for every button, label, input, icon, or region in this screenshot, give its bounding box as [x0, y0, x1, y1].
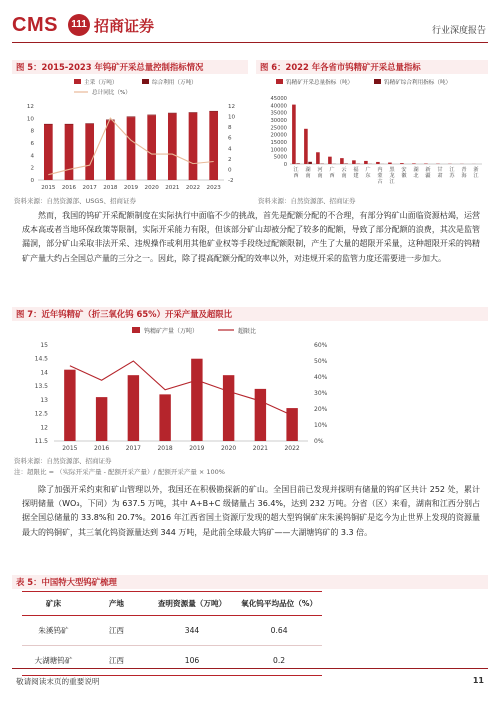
x-tick-label: 江西	[293, 167, 299, 179]
y2-tick-label: 40%	[314, 374, 328, 381]
footer-disclaimer: 敬请阅读末页的重要说明	[16, 677, 100, 686]
x-tick-label: 广西	[329, 167, 335, 179]
x-tick-label: 广东	[365, 167, 371, 179]
bar-main	[352, 160, 356, 164]
figure-6-source: 资料来源：自然资源部、招商证券	[258, 197, 356, 205]
x-tick-label: 江苏	[449, 167, 455, 179]
bar-output	[223, 375, 234, 441]
legend-label: 综合利用（万吨）	[152, 80, 197, 86]
x-tick-label: 2017	[82, 185, 97, 191]
x-tick-label: 2019	[123, 185, 139, 191]
paragraph-1-text: 然而，我国的钨矿开采配额制度在实际执行中面临不少的挑战，首先是配额分配的不合理，有部分钨矿山面临资源枯竭，运营成本高或者当地环保政策等限制，实际开采能力有限，但该部分矿山却被分配了较多的配额，导致了部分配额的浪费，其次是监管漏洞，部分矿山采取非法开采、违规操作或利用其他矿业权等手段绕过配额限制，产生了大量的超限开采量，这种超限开采的钨精矿产量大约占全国总产量的三分之一。因此，除了提高配额分配的效率以外，对违规开采的监管力度还需要进一步加大。	[22, 211, 480, 263]
x-tick-label: 河南	[317, 167, 323, 179]
table-header-cell: 矿床	[22, 592, 85, 616]
x-tick-label: 湖北	[413, 167, 419, 179]
x-tick-label: 2019	[189, 445, 205, 452]
x-tick-label: 甘肃	[437, 167, 443, 179]
y-tick-label: 13	[40, 396, 48, 404]
y-tick-label: 10	[26, 116, 34, 123]
bar-main	[340, 158, 344, 164]
table-row	[22, 616, 322, 646]
y-tick-label: 6	[30, 141, 34, 147]
figure-6-chart	[256, 76, 488, 194]
figure-7-title: 图 7：近年钨精矿（折三氧化钨 65%）开采产量及超限比	[12, 307, 488, 321]
bar-output	[255, 389, 266, 441]
legend-swatch-main	[276, 79, 283, 84]
bar-output	[159, 394, 170, 441]
table-cell: 0.2	[236, 646, 322, 676]
bar-main	[376, 162, 380, 164]
table-cell: 0.64	[236, 616, 322, 646]
bar-comp	[127, 116, 136, 117]
bar-comp	[65, 124, 74, 125]
y2-tick-label: 8	[228, 125, 232, 132]
y2-tick-label: 12	[228, 104, 236, 110]
bar-main	[364, 161, 368, 164]
table-header-cell: 产地	[85, 592, 148, 616]
y-tick-label: 8	[30, 128, 34, 135]
x-tick-label: 2017	[125, 445, 142, 452]
table-5-title: 表 5：中国特大型钨矿梳理	[12, 575, 488, 589]
bar-output	[128, 375, 139, 441]
bar-main	[44, 125, 53, 181]
x-tick-label: 内蒙古	[377, 167, 383, 185]
x-tick-label: 2022	[185, 185, 201, 191]
x-tick-label: 2023	[206, 185, 221, 191]
table-cell: 344	[148, 616, 236, 646]
bar-main	[292, 105, 296, 164]
legend-swatch-comp	[142, 79, 149, 84]
y2-tick-label: 60%	[314, 342, 328, 349]
y-tick-label: 15	[40, 342, 48, 349]
legend-label: 总计同比（%）	[92, 90, 131, 96]
bar-comp	[189, 112, 198, 113]
figure-5-title: 图 5：2015-2023 年钨矿开采总量控制指标情况	[12, 60, 248, 74]
bar-main	[65, 125, 74, 181]
x-tick-label: 新疆	[425, 167, 431, 179]
table-cell: 朱溪钨矿	[22, 616, 85, 646]
x-tick-label: 2021	[165, 185, 180, 191]
table-header-row	[22, 592, 322, 616]
table-cell: 江西	[85, 616, 148, 646]
y2-tick-label: 0%	[314, 438, 324, 445]
x-tick-label: 黑龙江	[389, 167, 395, 185]
bar-comp	[296, 163, 300, 164]
legend-swatch-bar	[132, 327, 140, 333]
x-tick-label: 2021	[252, 445, 269, 452]
y2-tick-label: 50%	[314, 358, 328, 365]
y-tick-label: 14.5	[34, 355, 48, 363]
y-tick-label: 20000	[270, 132, 287, 139]
y2-tick-label: -2	[228, 178, 234, 184]
bar-main	[189, 113, 198, 180]
logo-badge-icon: 111	[68, 14, 90, 36]
figure-7-note: 注：超限比 = （实际开采产量 - 配额开采产量）/ 配额开采产量 × 100%	[14, 468, 225, 476]
header-divider	[12, 42, 488, 43]
y2-tick-label: 0	[228, 167, 232, 174]
y-tick-label: 2	[30, 165, 34, 172]
x-tick-label: 安徽	[401, 167, 407, 179]
y-tick-label: 12	[40, 424, 48, 432]
bar-output	[96, 397, 107, 441]
figure-7-source: 资料来源：自然资源部、招商证券	[14, 457, 112, 465]
bar-main	[316, 152, 320, 164]
bar-comp	[168, 113, 177, 114]
x-tick-label: 2020	[220, 445, 237, 452]
y2-tick-label: 10	[228, 114, 236, 121]
bar-main	[304, 129, 308, 164]
table-row	[22, 646, 322, 676]
y-tick-label: 11.5	[34, 438, 48, 445]
table-cell: 江西	[85, 646, 148, 676]
bar-main	[168, 113, 177, 180]
y-tick-label: 15000	[270, 140, 287, 146]
bar-main	[85, 124, 94, 180]
x-tick-label: 湖南	[305, 167, 311, 179]
y-tick-label: 14	[40, 369, 48, 377]
legend-swatch-comp	[374, 79, 381, 84]
y-tick-label: 30000	[270, 118, 287, 124]
y2-tick-label: 20%	[314, 406, 328, 413]
table-cell: 106	[148, 646, 236, 676]
bar-comp	[147, 115, 156, 116]
x-tick-label: 福建	[353, 167, 359, 179]
bar-main	[400, 163, 404, 164]
y-tick-label: 12.5	[34, 410, 48, 418]
footer-divider	[12, 668, 488, 669]
figure-6-title: 图 6：2022 年各省市钨精矿开采总量指标	[256, 60, 488, 74]
body-paragraph-2	[22, 483, 480, 540]
table-header-cell: 氧化钨平均品位（%）	[236, 592, 322, 616]
y2-tick-label: 4	[228, 146, 232, 153]
bar-output	[64, 370, 75, 441]
paragraph-2-text: 除了加强开采约束和矿山管理以外，我国还在积极勘探新的矿山。全国目前已发现并探明有储量的钨矿区共计 252 处，累计探明储量（WO₃，下同）为 637.5 万吨，其中 A+B+C 级储量占 36.4%，达到 232 万吨。分省（区）来看，湖南和江西分别占据全国总储量的 33.8%和 20.7%。2016 年江西省国土资源厅发现的超大型钨铜矿床朱溪钨铜矿是迄今为止世界上发现的资源量最大的钨铜矿，其三氧化钨资源量达到 344 万吨，是此前全球最大钨矿——大湖塘钨矿的 3.3 倍。	[22, 485, 480, 537]
body-paragraph-1	[22, 209, 480, 266]
logo-company-name: 招商证券	[94, 17, 155, 35]
bar-comp	[308, 162, 312, 164]
y-tick-label: 5000	[273, 154, 287, 161]
y2-tick-label: 2	[228, 156, 232, 163]
legend-label: 钨精矿开采总量指标（吨）	[286, 80, 354, 86]
y2-tick-label: 30%	[314, 390, 328, 397]
y-tick-label: 12	[26, 104, 34, 110]
bar-main	[412, 163, 416, 164]
page-number: 11	[472, 676, 484, 685]
report-type-label: 行业深度报告	[431, 26, 486, 36]
x-tick-label: 2018	[103, 185, 118, 191]
y-tick-label: 10000	[270, 147, 287, 154]
x-tick-label: 2018	[157, 445, 173, 452]
legend-label: 超限比	[238, 328, 257, 335]
legend-swatch-main	[74, 79, 81, 84]
y-tick-label: 13.5	[34, 383, 48, 391]
table-header-cell: 查明资源量（万吨）	[148, 592, 236, 616]
y-tick-label: 25000	[270, 125, 287, 132]
bar-main	[388, 163, 392, 164]
y2-tick-label: 6	[228, 135, 232, 142]
bar-main	[209, 112, 218, 180]
bar-main	[147, 115, 156, 180]
table-5-grid	[22, 591, 322, 676]
x-tick-label: 云南	[341, 167, 347, 179]
legend-label: 主采（万吨）	[84, 80, 118, 86]
x-tick-label: 2022	[284, 445, 300, 452]
legend-label: 钨精矿综合利用指标（吨）	[384, 80, 452, 86]
legend-label: 钨精矿产量（万吨）	[144, 328, 199, 335]
y-tick-label: 0	[30, 178, 34, 184]
figure-5-chart	[12, 76, 248, 194]
x-tick-label: 2020	[144, 185, 159, 191]
x-tick-label: 青海	[461, 167, 467, 179]
x-tick-label: 2015	[62, 445, 78, 452]
bar-main	[106, 120, 115, 180]
bar-comp	[209, 111, 218, 112]
y2-tick-label: 10%	[314, 422, 328, 429]
logo-cms-text: CMS	[12, 14, 58, 36]
bar-output	[191, 359, 202, 441]
bar-main	[328, 157, 332, 164]
bar-comp	[85, 123, 94, 124]
y-tick-label: 45000	[270, 96, 287, 102]
figure-7-chart	[12, 323, 352, 453]
y-tick-label: 35000	[270, 110, 287, 117]
table-cell: 大湖塘钨矿	[22, 646, 85, 676]
x-tick-label: 浙江	[473, 167, 479, 179]
y-tick-label: 40000	[270, 103, 287, 110]
bar-comp	[106, 120, 115, 121]
y-tick-label: 4	[30, 153, 34, 160]
figure-5-source: 资料来源：自然资源部、USGS、招商证券	[14, 197, 137, 205]
table-5	[22, 591, 322, 676]
x-tick-label: 2015	[41, 185, 56, 191]
bar-main	[127, 117, 136, 180]
bar-comp	[44, 124, 53, 125]
x-tick-label: 2016	[93, 445, 110, 452]
x-tick-label: 2016	[61, 185, 77, 191]
y-tick-label: 0	[283, 162, 287, 168]
